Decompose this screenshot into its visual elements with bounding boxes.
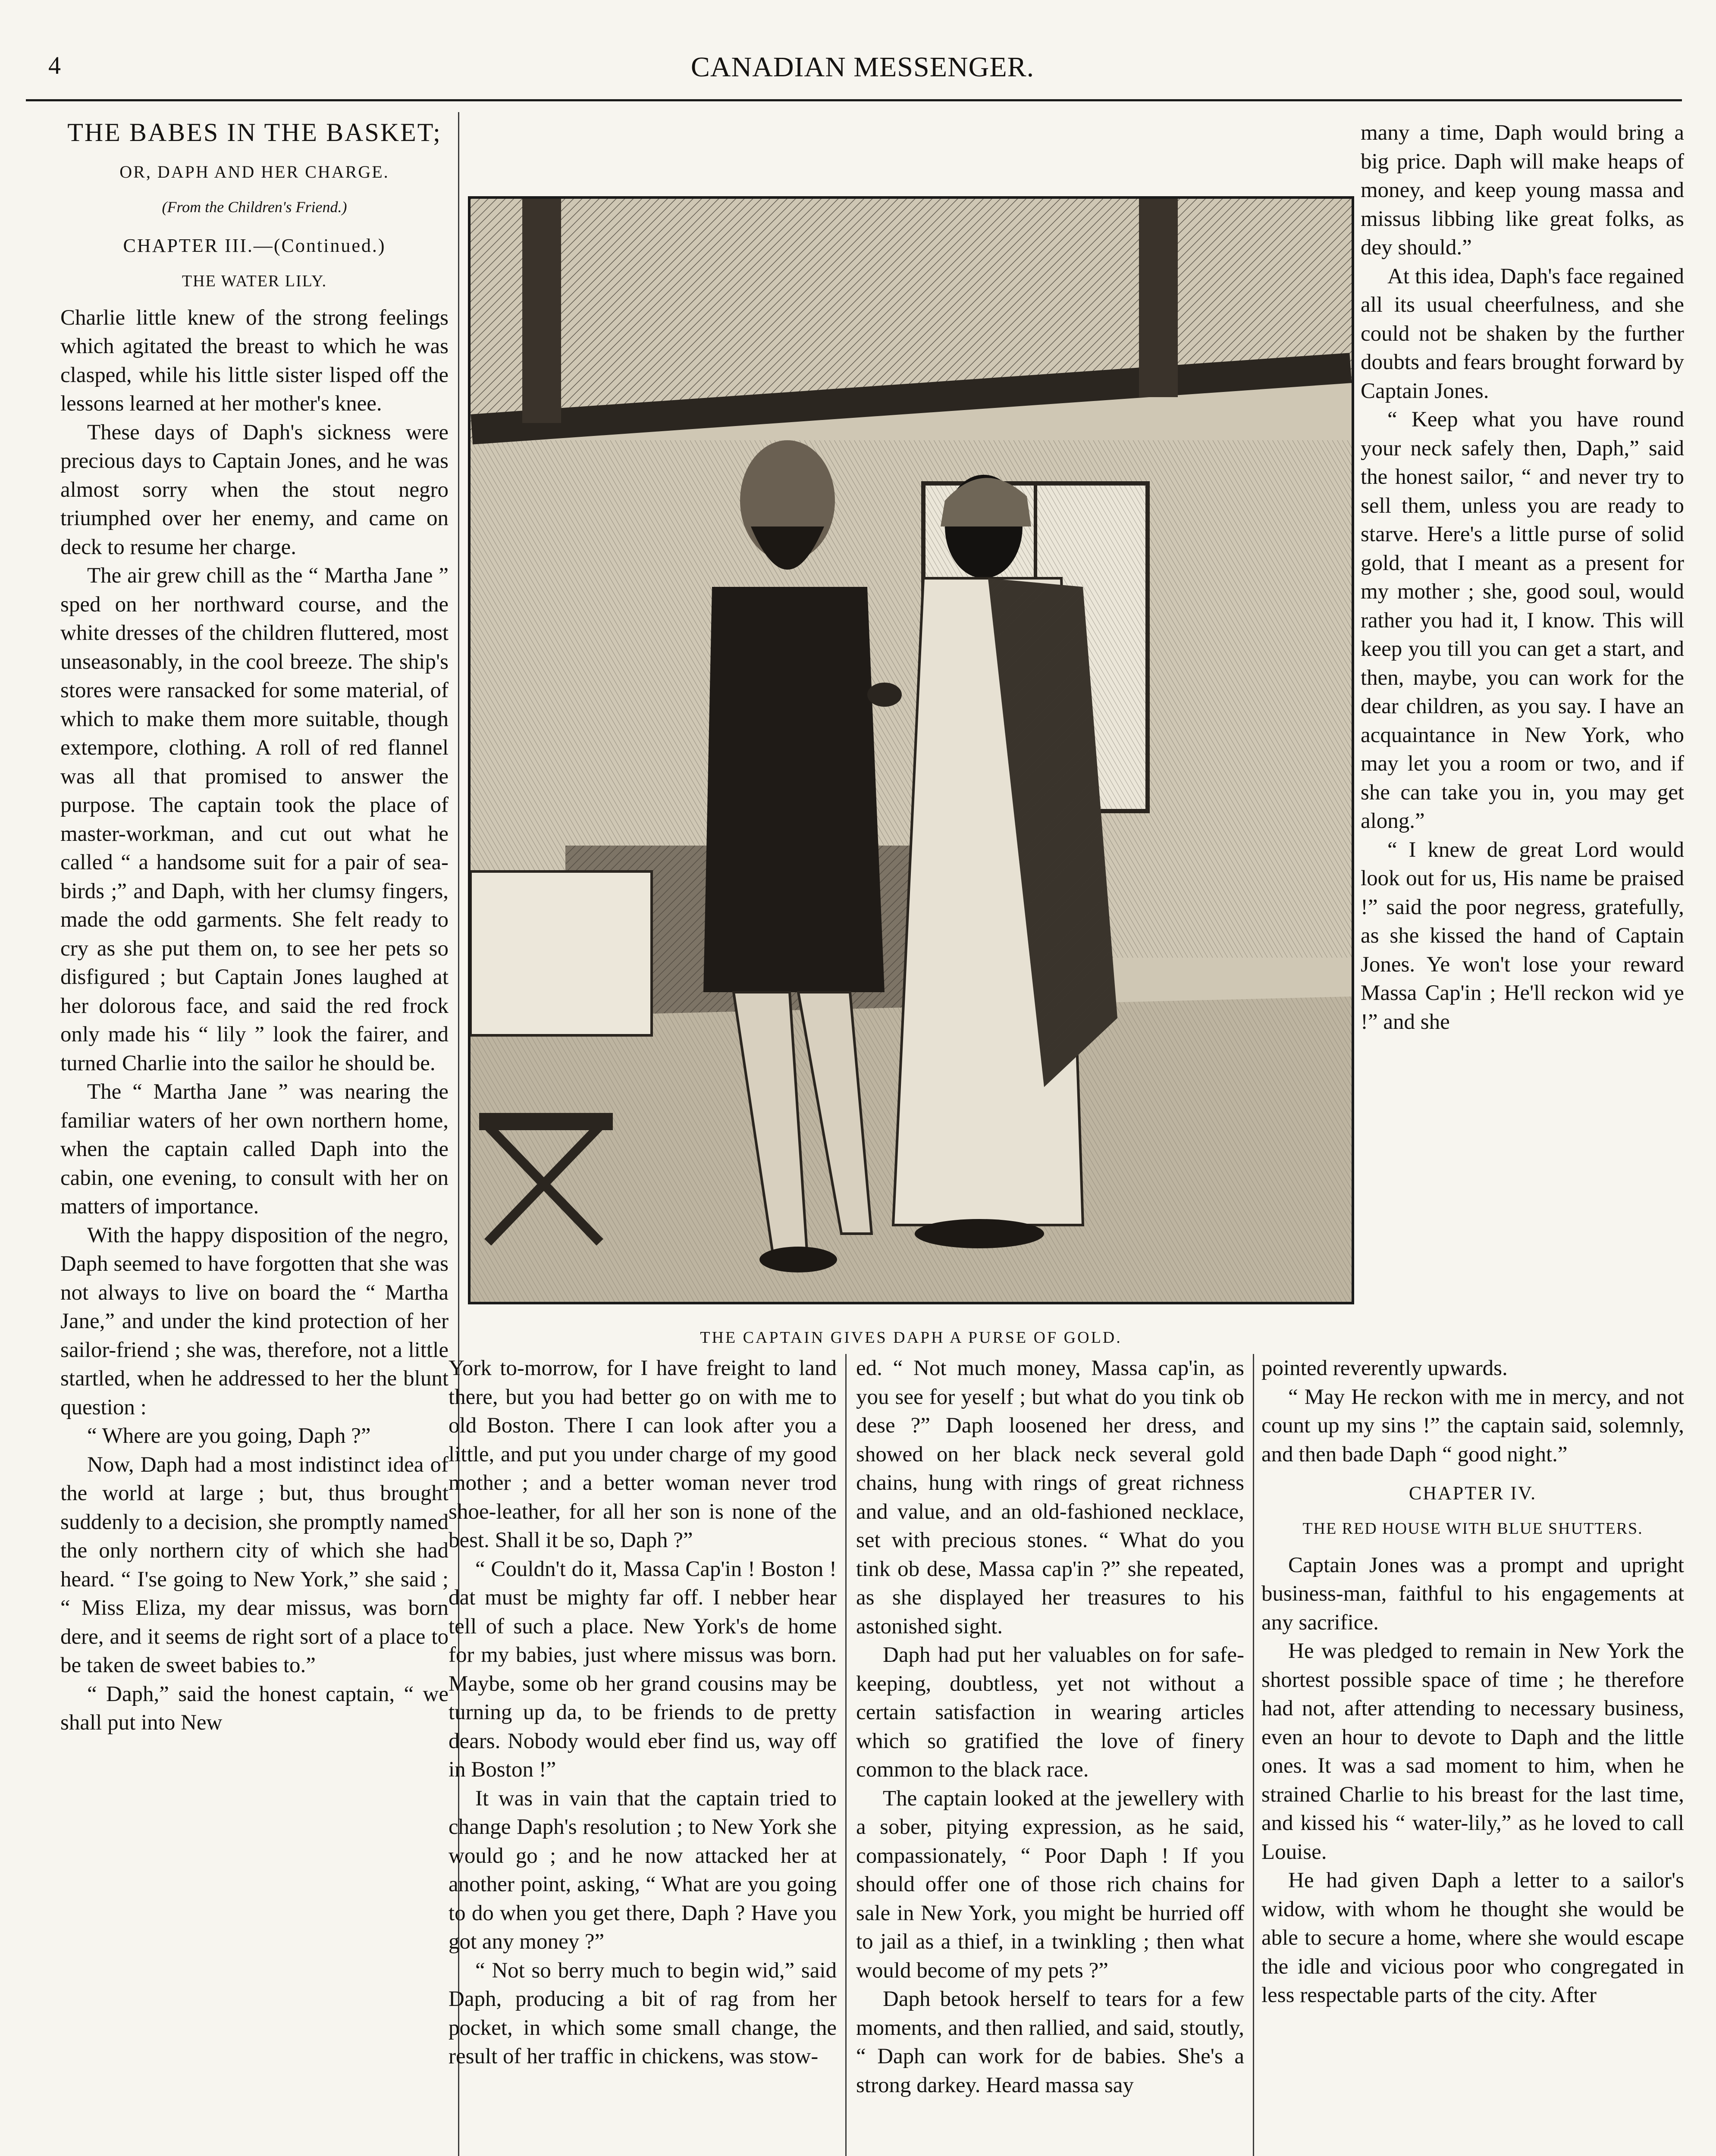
paragraph: “ Daph,” said the honest captain, “ we shall put into New [60, 1682, 449, 1735]
paragraph: He had given Daph a letter to a sailor's widow, with whom he thought she would be able to secure a home, where she would escape the idle and vicious poor who congregated in less respectable parts of the city. After [1261, 1868, 1684, 2007]
paragraph: “ I knew de great Lord would look out for us, His name be praised !” said the poor negress, gratefully, as she kissed the hand of Captain Jones. Ye won't lose your reward Massa Cap'in ; He'll reckon wid ye !” and she [1361, 837, 1684, 1034]
masthead-title: CANADIAN MESSENGER. [690, 51, 1035, 83]
chapter-subheading: THE RED HOUSE WITH BLUE SHUTTERS. [1302, 1519, 1643, 1538]
paragraph: The air grew chill as the “ Martha Jane ” sped on her northward course, and the white dresses of the children fluttered, most unseasonably, in the cool breeze. The ship's stores were ransacked for some material, of which to make them more suitable, though extempore, clothing. A roll of red flannel was all that promised to answer the purpose. The captain took the place of master-workman, and cut out what he called “ a handsome suit for a pair of sea-birds ;” and Daph, with her clumsy fingers, made the odd garments. She felt ready to cry as she put them on, to see her pets so disfigured ; but Captain Jones laughed at her dolorous face, and said the red frock only made his “ lily ” look the fairer, and turned Charlie into the sailor he should be. [60, 564, 449, 1075]
chapter-heading: CHAPTER IV. [1409, 1482, 1537, 1504]
story-title: THE BABES IN THE BASKET; [67, 118, 442, 147]
paragraph: “ Keep what you have round your neck safely then, Daph,” said the honest sailor, “ and never try to sell them, unless you are ready to starve. Here's a little purse of solid gold, that I meant as a present for my mother ; she, good soul, would rather you had it, I know. This will keep you till you can get a start, and then, maybe, you can work for the dear children, as you say. I have an acquaintance in New York, who may let you a room or two, and if she can take you in, you may get along.” [1361, 407, 1684, 833]
paragraph: “ Where are you going, Daph ?” [87, 1424, 371, 1448]
paragraph: These days of Daph's sickness were precious days to Captain Jones, and he was almost sorry when the stout negro triumphed over her enemy, and came on deck to resume her charge. [60, 420, 449, 559]
paragraph: Daph had put her valuables on for safe-keeping, doubtless, yet not without a certain satisfaction in wearing articles which so gratified the love of finery common to the black race. [856, 1643, 1244, 1782]
paragraph: many a time, Daph would bring a big price. Daph will make heaps of money, and keep young massa and missus libbing like great folks, as dey should.” [1361, 121, 1684, 260]
header-rule [26, 99, 1682, 101]
paragraph: “ Couldn't do it, Massa Cap'in ! Boston ! dat must be mighty far off. I nebber hear tell of such a place. New York's de home for my babies, just where missus was born. Maybe, some ob her grand cousins may be turning up da, to be friends to de pretty dears. Nobody would eber find us, way off in Boston !” [449, 1557, 837, 1782]
column-divider [845, 1354, 847, 2156]
paragraph: pointed reverently upwards. [1261, 1356, 1508, 1380]
paragraph: York to-morrow, for I have freight to land there, but you had better go on with me to old Boston. There I can look after you a little, and put you under charge of my good mother ; and a better woman never trod shoe-leather, for all her son is none of the best. Shall it be so, Daph ?” [449, 1356, 837, 1552]
paragraph: At this idea, Daph's face regained all its usual cheerfulness, and she could not be shaken by the further doubts and fears brought forward by Captain Jones. [1361, 264, 1684, 403]
paragraph: “ May He reckon with me in mercy, and not count up my sins !” the captain said, solemnly, and then bade Daph “ good night.” [1261, 1385, 1684, 1467]
paragraph: He was pledged to remain in New York the shortest possible space of time ; he therefore had not, after attending to necessary business, even an hour to devote to Daph and the little ones. It was a sad moment to him, when he strained Charlie to his breast for the last time, and kissed his “ water-lily,” as he loved to call Louise. [1261, 1639, 1684, 1864]
illustration-scene [471, 199, 1352, 1302]
chapter-heading: CHAPTER III.—(Continued.) [123, 235, 386, 256]
paragraph: Captain Jones was a prompt and upright business-man, faithful to his engagements at any sacrifice. [1261, 1553, 1684, 1635]
column-4-lower [1261, 1354, 1684, 2010]
paragraph: Daph betook herself to tears for a few moments, and then rallied, and said, stoutly, “ Daph can work for de babies. She's a strong darkey. Heard massa say [856, 1987, 1244, 2097]
engraving-illustration [468, 196, 1354, 1304]
paragraph: The “ Martha Jane ” was nearing the familiar waters of her own northern home, when the captain called Daph into the cabin, one evening, to consult with her on matters of importance. [60, 1080, 449, 1219]
paragraph: “ Not so berry much to begin wid,” said Daph, producing a bit of rag from her pocket, in which some small change, the result of her traffic in chickens, was stow- [449, 1958, 837, 2068]
chapter-subheading: THE WATER LILY. [182, 272, 327, 290]
column-divider [1253, 1354, 1254, 2156]
illustration-caption: THE CAPTAIN GIVES DAPH A PURSE OF GOLD. [700, 1329, 1122, 1347]
paragraph: With the happy disposition of the negro, Daph seemed to have forgotten that she was not always to live on board the “ Martha Jane,” and under the kind protection of her sailor-friend ; she was, therefore, not a little startled, when he addressed to her the blunt question : [60, 1223, 449, 1420]
story-source: (From the Children's Friend.) [162, 198, 347, 216]
paragraph: ed. “ Not much money, Massa cap'in, as you see for yeself ; but what do you tink ob dese ?” Daph loosened her dress, and showed on her black neck several gold chains, hung with rings of great richness and value, and an old-fashioned necklace, set with precious stones. “ What do you tink ob dese, Massa cap'in ?” she repeated, as she displayed her treasures to his astonished sight. [856, 1356, 1244, 1639]
column-4-upper [1361, 119, 1684, 1036]
column-3 [856, 1354, 1244, 2100]
paragraph: It was in vain that the captain tried to change Daph's resolution ; to New York she would go ; and he now attacked her at another point, asking, “ What are you going to do when you get there, Daph ? Have you got any money ?” [449, 1786, 837, 1954]
story-subtitle: OR, DAPH AND HER CHARGE. [119, 162, 389, 182]
column-2 [449, 1354, 837, 2071]
column-1 [60, 116, 449, 1737]
page-number: 4 [48, 51, 61, 79]
paragraph: Now, Daph had a most indistinct idea of the world at large ; but, thus brought suddenly to a decision, she promptly named the only northern city of which she had heard. “ I'se going to New York,” she said ; “ Miss Eliza, my dear missus, was born dere, and it seems de right sort of a place to be taken de sweet babies to.” [60, 1452, 449, 1677]
paragraph: The captain looked at the jewellery with a sober, pitying expression, as he said, compassionately, “ Poor Daph ! If you should offer one of those rich chains for sale in New York, you might be hurried off to jail as a thief, in a twinkling ; then what would become of my pets ?” [856, 1786, 1244, 1983]
paragraph: Charlie little knew of the strong feelings which agitated the breast to which he was clasped, while his little sister lisped off the lessons learned at her mother's knee. [60, 305, 449, 416]
